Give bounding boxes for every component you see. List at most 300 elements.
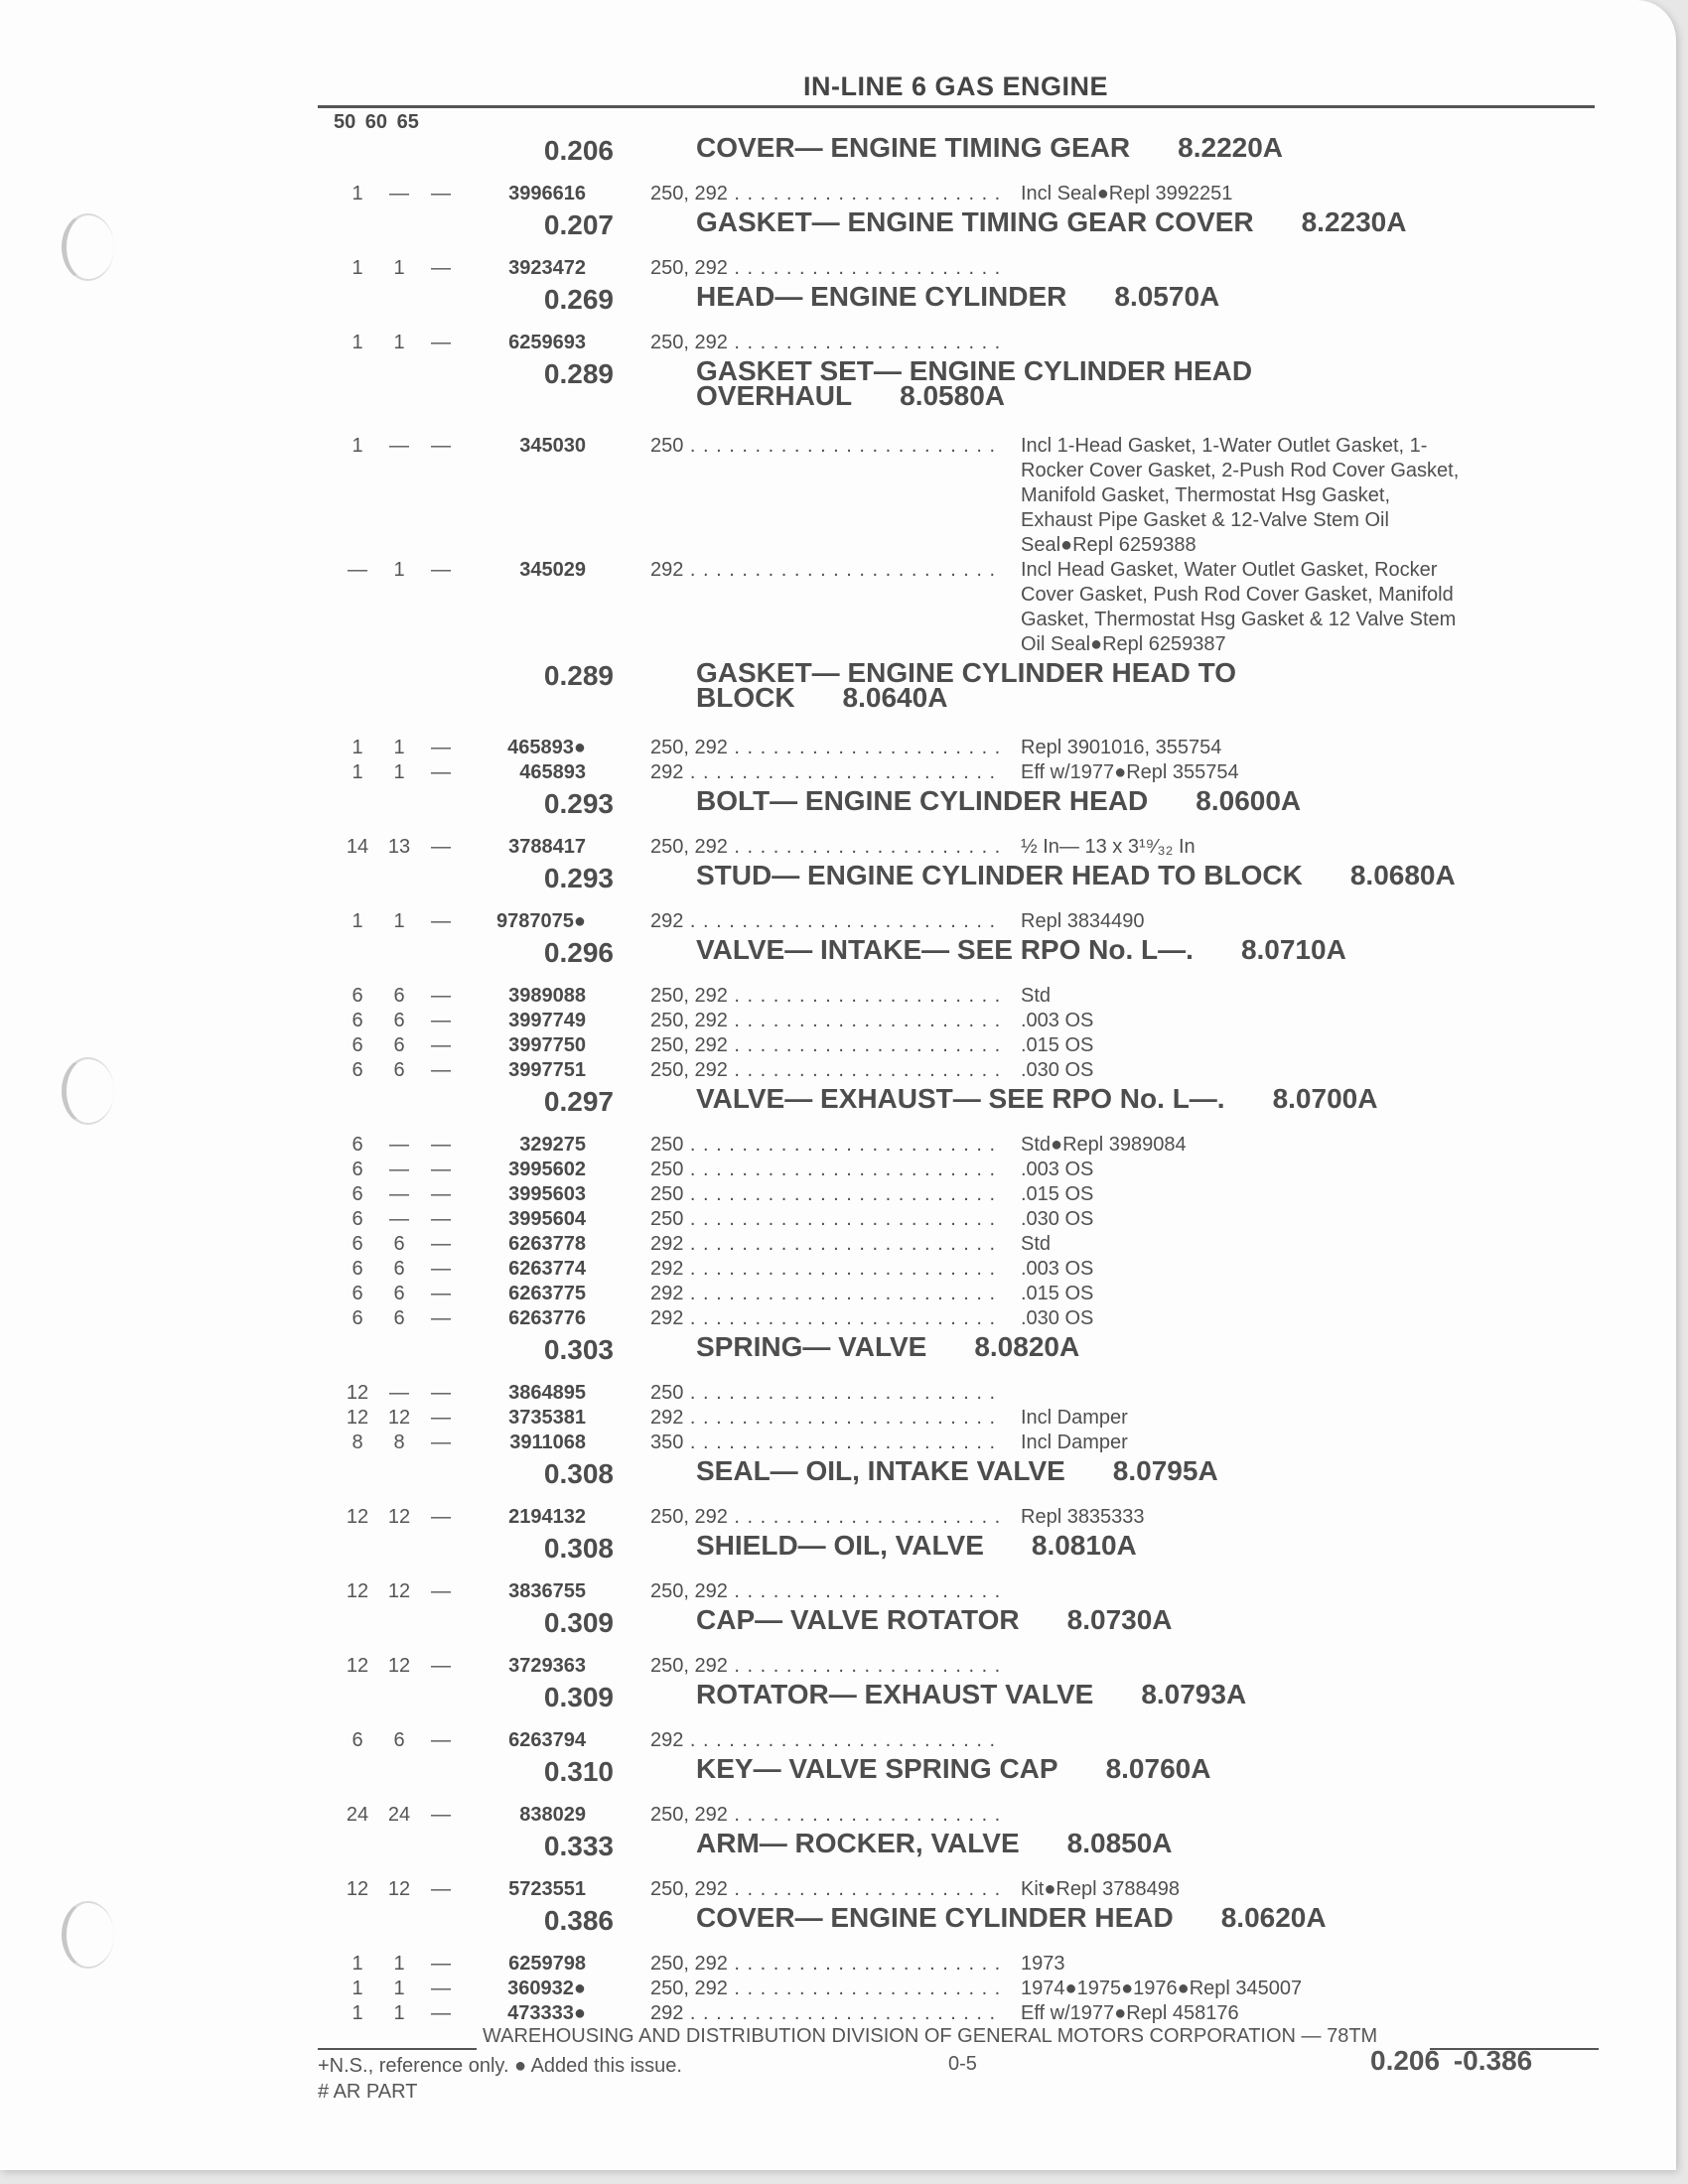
group-code: 8.0810A — [1031, 1530, 1137, 1561]
part-group — [0, 1530, 1688, 1604]
group-title-text: BOLT— ENGINE CYLINDER HEAD — [696, 785, 1149, 816]
part-group — [0, 1083, 1688, 1331]
group-header — [0, 860, 1688, 909]
page-range: 0.206 -0.386 — [1370, 2045, 1533, 2076]
part-note: Repl 3901016, 355754 — [1021, 737, 1222, 758]
model-applicability: 250, 292 . . . — [650, 1952, 1000, 1977]
part-note-line: Gasket, Thermostat Hsg Gasket & 12 Valve Stem — [1021, 609, 1457, 630]
group-header — [0, 132, 1688, 182]
group-title — [696, 1083, 1378, 1114]
model-applicability: 250, 292 . . . — [650, 984, 1000, 1009]
group-code: 8.0580A — [900, 380, 1005, 411]
qty-cell: 6 — [352, 985, 363, 1007]
qty-cell: 12 — [346, 1382, 369, 1404]
qty-cell: 12 — [346, 1878, 369, 1900]
group-header — [0, 1530, 1688, 1579]
qty-cell: 1 — [393, 761, 405, 783]
part-group — [0, 1753, 1688, 1828]
qty-cell: 12 — [387, 1506, 411, 1528]
part-note: ½ In— 13 x 3¹⁹⁄₃₂ In — [1021, 836, 1196, 858]
group-title-text: COVER— ENGINE CYLINDER HEAD — [696, 1902, 1174, 1933]
qty-cell: — — [431, 332, 451, 353]
qty-cell: 1 — [352, 2002, 363, 2024]
part-row — [0, 1207, 1688, 1232]
qty-cell: 12 — [387, 1878, 411, 1900]
group-title — [696, 281, 1220, 312]
part-row — [0, 1282, 1688, 1306]
part-row — [0, 1058, 1688, 1083]
part-number: 6263775 — [508, 1283, 586, 1304]
part-row — [0, 2001, 1688, 2026]
part-note: Eff w/1977●Repl 355754 — [1021, 761, 1239, 783]
qty-cell: — — [431, 985, 451, 1007]
part-number: 6259798 — [508, 1953, 586, 1975]
group-number: 0.386 — [543, 1905, 614, 1936]
part-row — [0, 1033, 1688, 1058]
qty-cell: — — [431, 1953, 451, 1975]
part-note: .003 OS — [1021, 1159, 1094, 1180]
group-number: 0.206 — [543, 135, 614, 166]
group-code: 8.0570A — [1114, 281, 1220, 312]
part-number: 3923472 — [508, 257, 586, 279]
group-number: 0.303 — [543, 1334, 614, 1365]
part-note: .003 OS — [1021, 1258, 1094, 1280]
part-number: 345029 — [519, 559, 586, 581]
part-note-line: Cover Gasket, Push Rod Cover Gasket, Manifold — [1021, 584, 1454, 606]
group-title-text: SEAL— OIL, INTAKE VALVE — [696, 1455, 1065, 1486]
part-row — [0, 1306, 1688, 1331]
part-number: 3996616 — [508, 183, 586, 205]
part-note: Repl 3834490 — [1021, 910, 1145, 932]
group-title-line — [696, 1828, 1173, 1858]
part-number: 838029 — [519, 1804, 586, 1826]
group-title-line — [696, 785, 1302, 816]
group-header — [0, 1679, 1688, 1728]
group-title — [696, 1455, 1218, 1486]
qty-cell: — — [431, 1283, 451, 1304]
group-title — [696, 355, 1253, 411]
legend-line: # AR PART — [318, 2081, 418, 2103]
part-number: 3997750 — [508, 1034, 586, 1056]
group-code: 8.0795A — [1112, 1455, 1218, 1486]
qty-cell: 1 — [393, 737, 405, 758]
qty-cell: — — [431, 1010, 451, 1031]
part-note — [1021, 558, 1615, 657]
part-group — [0, 785, 1688, 860]
group-code: 8.0700A — [1272, 1083, 1378, 1114]
part-group — [0, 281, 1688, 355]
group-title-line — [696, 934, 1346, 965]
qty-cell: — — [431, 1159, 451, 1180]
part-number: 3836755 — [508, 1580, 586, 1602]
qty-cell: 6 — [352, 1159, 363, 1180]
group-title — [696, 785, 1302, 816]
group-title — [696, 206, 1407, 237]
qty-cell: 6 — [352, 1307, 363, 1329]
model-applicability: 250 . . . — [650, 434, 1000, 459]
qty-cell: — — [431, 761, 451, 783]
group-title — [696, 1679, 1247, 1709]
group-title-text: CAP— VALVE ROTATOR — [696, 1604, 1020, 1635]
part-number: 473333● — [507, 2002, 586, 2024]
footer-legend — [318, 2053, 682, 2105]
group-title-text: VALVE— INTAKE— SEE RPO No. L—. — [696, 934, 1194, 965]
part-note-line: Incl 1-Head Gasket, 1-Water Outlet Gasket, 1- — [1021, 435, 1428, 457]
qty-cell: — — [389, 435, 409, 457]
qty-cell: — — [431, 1208, 451, 1230]
part-row — [0, 1232, 1688, 1257]
model-applicability: 292 . . . — [650, 909, 1000, 934]
part-note: Incl Seal●Repl 3992251 — [1021, 183, 1233, 205]
group-header — [0, 1604, 1688, 1654]
group-title-line — [696, 682, 1236, 713]
group-title — [696, 1828, 1173, 1858]
model-applicability: 292 . . . — [650, 1257, 1000, 1282]
qty-cell: — — [431, 1655, 451, 1677]
group-title-text: COVER— ENGINE TIMING GEAR — [696, 132, 1131, 163]
qty-cell: 1 — [352, 910, 363, 932]
group-header — [0, 1753, 1688, 1803]
qty-cell: — — [431, 435, 451, 457]
group-number: 0.269 — [543, 284, 614, 315]
part-note-line: Incl Head Gasket, Water Outlet Gasket, Rocker — [1021, 559, 1438, 581]
qty-cell: 12 — [346, 1580, 369, 1602]
model-applicability: 250, 292 . . . — [650, 1033, 1000, 1058]
qty-cell: 6 — [393, 1233, 405, 1255]
group-code: 8.0600A — [1196, 785, 1302, 816]
qty-cell: — — [431, 1134, 451, 1156]
part-row — [0, 984, 1688, 1009]
part-note: .003 OS — [1021, 1010, 1094, 1031]
model-applicability: 292 . . . — [650, 760, 1000, 785]
part-number: 2194132 — [508, 1506, 586, 1528]
qty-cell: — — [431, 183, 451, 205]
part-number: 345030 — [519, 435, 586, 457]
part-number: 465893● — [507, 737, 586, 758]
part-row — [0, 1952, 1688, 1977]
group-title-text: HEAD— ENGINE CYLINDER — [696, 281, 1067, 312]
model-applicability: 250, 292 . . . — [650, 1058, 1000, 1083]
qty-cell: 6 — [393, 1010, 405, 1031]
group-header — [0, 1083, 1688, 1133]
group-title-text: SPRING— VALVE — [696, 1331, 927, 1362]
model-applicability: 292 . . . — [650, 1282, 1000, 1306]
part-group — [0, 1604, 1688, 1679]
group-code: 8.0710A — [1240, 934, 1346, 965]
group-title-line — [696, 281, 1220, 312]
part-row — [0, 1158, 1688, 1182]
title-rule — [318, 105, 1595, 108]
qty-cell: — — [431, 1506, 451, 1528]
model-applicability: 250 . . . — [650, 1182, 1000, 1207]
qty-cell: 12 — [387, 1580, 411, 1602]
year-columns-header: 50 60 65 — [334, 111, 419, 133]
qty-cell: 6 — [393, 1059, 405, 1081]
qty-cell: 6 — [393, 1258, 405, 1280]
part-group — [0, 657, 1688, 785]
part-row — [0, 1728, 1688, 1753]
model-applicability: 250, 292 . . . — [650, 835, 1000, 860]
qty-cell: — — [389, 1208, 409, 1230]
group-number: 0.296 — [543, 937, 614, 968]
qty-cell: 1 — [393, 559, 405, 581]
part-note: Std — [1021, 1233, 1052, 1255]
part-number: 6259693 — [508, 332, 586, 353]
part-row — [0, 1803, 1688, 1828]
model-applicability: 292 . . . — [650, 2001, 1000, 2026]
part-row — [0, 736, 1688, 760]
qty-cell: 6 — [393, 1307, 405, 1329]
part-number: 3911068 — [509, 1432, 586, 1453]
group-title-line — [696, 1753, 1211, 1784]
qty-cell: 24 — [387, 1804, 411, 1826]
group-title — [696, 1902, 1327, 1933]
qty-cell: 8 — [393, 1432, 405, 1453]
part-number: 3864895 — [508, 1382, 586, 1404]
model-applicability: 292 . . . — [650, 1306, 1000, 1331]
group-title-text: OVERHAUL — [696, 380, 853, 411]
model-applicability: 250 . . . — [650, 1207, 1000, 1232]
group-title-line — [696, 380, 1252, 411]
part-row — [0, 1877, 1688, 1902]
part-note-line: Oil Seal●Repl 6259387 — [1021, 633, 1226, 655]
group-header — [0, 1331, 1688, 1381]
qty-cell: — — [431, 1059, 451, 1081]
group-number: 0.309 — [543, 1682, 614, 1712]
part-note: Std — [1021, 985, 1052, 1007]
group-title — [696, 1530, 1137, 1561]
model-applicability: 250, 292 . . . — [650, 256, 1000, 281]
group-title-text: BLOCK — [696, 682, 795, 713]
part-group — [0, 1902, 1688, 2026]
qty-cell: — — [431, 2002, 451, 2024]
part-row — [0, 331, 1688, 355]
qty-cell: 1 — [352, 332, 363, 353]
qty-cell: 1 — [393, 332, 405, 353]
qty-cell: 1 — [352, 257, 363, 279]
group-title — [696, 1753, 1211, 1784]
group-title-text: VALVE— EXHAUST— SEE RPO No. L—. — [696, 1083, 1225, 1114]
part-number: 465893 — [519, 761, 586, 783]
qty-cell: — — [389, 1183, 409, 1205]
qty-cell: — — [431, 1407, 451, 1429]
part-note: .015 OS — [1021, 1034, 1094, 1056]
part-note: .015 OS — [1021, 1183, 1094, 1205]
part-row — [0, 1133, 1688, 1158]
qty-cell: — — [431, 1307, 451, 1329]
group-code: 8.0820A — [974, 1331, 1080, 1362]
qty-cell: 1 — [393, 910, 405, 932]
qty-cell: — — [389, 1134, 409, 1156]
model-applicability: 250 . . . — [650, 1381, 1000, 1406]
model-applicability: 250, 292 . . . — [650, 1579, 1000, 1604]
qty-cell: — — [431, 559, 451, 581]
group-code: 8.2220A — [1178, 132, 1284, 163]
group-title-text: GASKET— ENGINE TIMING GEAR COVER — [696, 206, 1254, 237]
part-number: 3997751 — [508, 1059, 586, 1081]
part-row — [0, 760, 1688, 785]
footer-rule-left — [318, 2048, 477, 2050]
part-group — [0, 132, 1688, 206]
group-header — [0, 1455, 1688, 1505]
group-header — [0, 281, 1688, 331]
qty-cell: 6 — [352, 1010, 363, 1031]
qty-cell: — — [431, 1183, 451, 1205]
part-number: 6263774 — [508, 1258, 586, 1280]
group-header — [0, 934, 1688, 984]
group-code: 8.0793A — [1141, 1679, 1247, 1709]
part-row — [0, 909, 1688, 934]
group-title-line — [696, 1083, 1378, 1114]
qty-cell: — — [431, 1878, 451, 1900]
group-title-line — [696, 1331, 1080, 1362]
part-note: Std●Repl 3989084 — [1021, 1134, 1187, 1156]
qty-cell: — — [431, 1382, 451, 1404]
qty-cell: 6 — [352, 1034, 363, 1056]
part-number: 9787075● — [496, 910, 586, 932]
part-note: .030 OS — [1021, 1059, 1094, 1081]
part-note: Kit●Repl 3788498 — [1021, 1878, 1180, 1900]
part-row — [0, 1406, 1688, 1431]
part-number: 360932● — [507, 1978, 586, 1999]
qty-cell: 6 — [352, 1059, 363, 1081]
qty-cell: — — [431, 1258, 451, 1280]
group-code: 8.2230A — [1301, 206, 1407, 237]
part-group — [0, 860, 1688, 934]
qty-cell: — — [348, 559, 367, 581]
qty-cell: — — [389, 183, 409, 205]
model-applicability: 250, 292 . . . — [650, 1803, 1000, 1828]
part-note — [1021, 434, 1615, 558]
group-title-text: SHIELD— OIL, VALVE — [696, 1530, 984, 1561]
qty-cell: 12 — [346, 1655, 369, 1677]
qty-cell: 1 — [352, 1978, 363, 1999]
qty-cell: 12 — [346, 1407, 369, 1429]
group-number: 0.308 — [543, 1458, 614, 1489]
group-title-text: STUD— ENGINE CYLINDER HEAD TO BLOCK — [696, 860, 1303, 890]
group-title-line — [696, 1604, 1173, 1635]
part-row — [0, 1505, 1688, 1530]
group-code: 8.0760A — [1105, 1753, 1211, 1784]
model-applicability: 292 . . . — [650, 1232, 1000, 1257]
qty-cell: 1 — [393, 1953, 405, 1975]
part-row — [0, 1977, 1688, 2001]
group-title-text: KEY— VALVE SPRING CAP — [696, 1753, 1058, 1784]
part-group — [0, 934, 1688, 1083]
group-header — [0, 1828, 1688, 1877]
qty-cell: — — [431, 1580, 451, 1602]
qty-cell: 6 — [352, 1134, 363, 1156]
qty-cell: — — [389, 1159, 409, 1180]
part-row — [0, 182, 1688, 206]
qty-cell: — — [431, 1034, 451, 1056]
group-number: 0.293 — [543, 863, 614, 893]
qty-cell: 1 — [352, 737, 363, 758]
group-title — [696, 860, 1456, 890]
part-row — [0, 1257, 1688, 1282]
group-code: 8.0620A — [1220, 1902, 1327, 1933]
part-group — [0, 355, 1688, 657]
qty-cell: — — [431, 1432, 451, 1453]
qty-cell: 6 — [352, 1258, 363, 1280]
part-number: 3995604 — [508, 1208, 586, 1230]
model-applicability: 250 . . . — [650, 1158, 1000, 1182]
group-number: 0.309 — [543, 1607, 614, 1638]
model-applicability: 250, 292 . . . — [650, 1505, 1000, 1530]
group-title — [696, 934, 1346, 965]
part-group — [0, 1828, 1688, 1902]
model-applicability: 250, 292 . . . — [650, 1877, 1000, 1902]
part-note-line: Exhaust Pipe Gasket & 12-Valve Stem Oil — [1021, 509, 1389, 531]
part-note: .030 OS — [1021, 1208, 1094, 1230]
qty-cell: 6 — [393, 1283, 405, 1304]
model-applicability: 250, 292 . . . — [650, 182, 1000, 206]
part-row — [0, 1381, 1688, 1406]
page-title: IN-LINE 6 GAS ENGINE — [802, 71, 1109, 101]
group-title-text: ROTATOR— EXHAUST VALVE — [696, 1679, 1094, 1709]
group-number: 0.308 — [543, 1533, 614, 1564]
part-row — [0, 434, 1688, 558]
group-number: 0.207 — [543, 209, 614, 240]
model-applicability: 350 . . . — [650, 1431, 1000, 1455]
group-title — [696, 657, 1236, 713]
qty-cell: 6 — [393, 1729, 405, 1751]
part-note-line: Manifold Gasket, Thermostat Hsg Gasket, — [1021, 484, 1391, 506]
qty-cell: 1 — [393, 1978, 405, 1999]
qty-cell: 6 — [352, 1233, 363, 1255]
qty-cell: 1 — [393, 257, 405, 279]
qty-cell: — — [431, 910, 451, 932]
group-title — [696, 132, 1284, 163]
qty-cell: 6 — [352, 1283, 363, 1304]
qty-cell: 14 — [346, 836, 369, 858]
group-title — [696, 1331, 1080, 1362]
qty-cell: 12 — [387, 1655, 411, 1677]
group-title-line — [696, 1455, 1218, 1486]
group-title-line — [696, 860, 1456, 890]
part-number: 6263778 — [508, 1233, 586, 1255]
model-applicability: 250, 292 . . . — [650, 1977, 1000, 2001]
model-applicability: 250, 292 . . . — [650, 1009, 1000, 1033]
part-number: 3995603 — [508, 1183, 586, 1205]
group-title-line: GASKET SET— ENGINE CYLINDER HEAD — [696, 355, 1253, 386]
qty-cell: — — [431, 737, 451, 758]
qty-cell: 1 — [393, 2002, 405, 2024]
group-title-line: GASKET— ENGINE CYLINDER HEAD TO — [696, 657, 1236, 688]
part-number: 3735381 — [508, 1407, 586, 1429]
qty-cell: 6 — [352, 1183, 363, 1205]
group-header — [0, 1902, 1688, 1952]
group-title-line — [696, 1679, 1247, 1709]
qty-cell: 13 — [387, 836, 411, 858]
qty-cell: 12 — [387, 1407, 411, 1429]
qty-cell: 6 — [393, 1034, 405, 1056]
part-note: 1973 — [1021, 1953, 1065, 1975]
qty-cell: 1 — [352, 1953, 363, 1975]
model-applicability: 250, 292 . . . — [650, 736, 1000, 760]
model-applicability: 250, 292 . . . — [650, 1654, 1000, 1679]
qty-cell: 6 — [352, 1208, 363, 1230]
model-applicability: 292 . . . — [650, 558, 1000, 583]
group-number: 0.333 — [543, 1831, 614, 1861]
part-row — [0, 256, 1688, 281]
qty-cell: 8 — [352, 1432, 363, 1453]
part-number: 3989088 — [508, 985, 586, 1007]
part-number: 3788417 — [508, 836, 586, 858]
part-row — [0, 558, 1688, 657]
qty-cell: — — [431, 1804, 451, 1826]
part-note: Incl Damper — [1021, 1432, 1128, 1453]
